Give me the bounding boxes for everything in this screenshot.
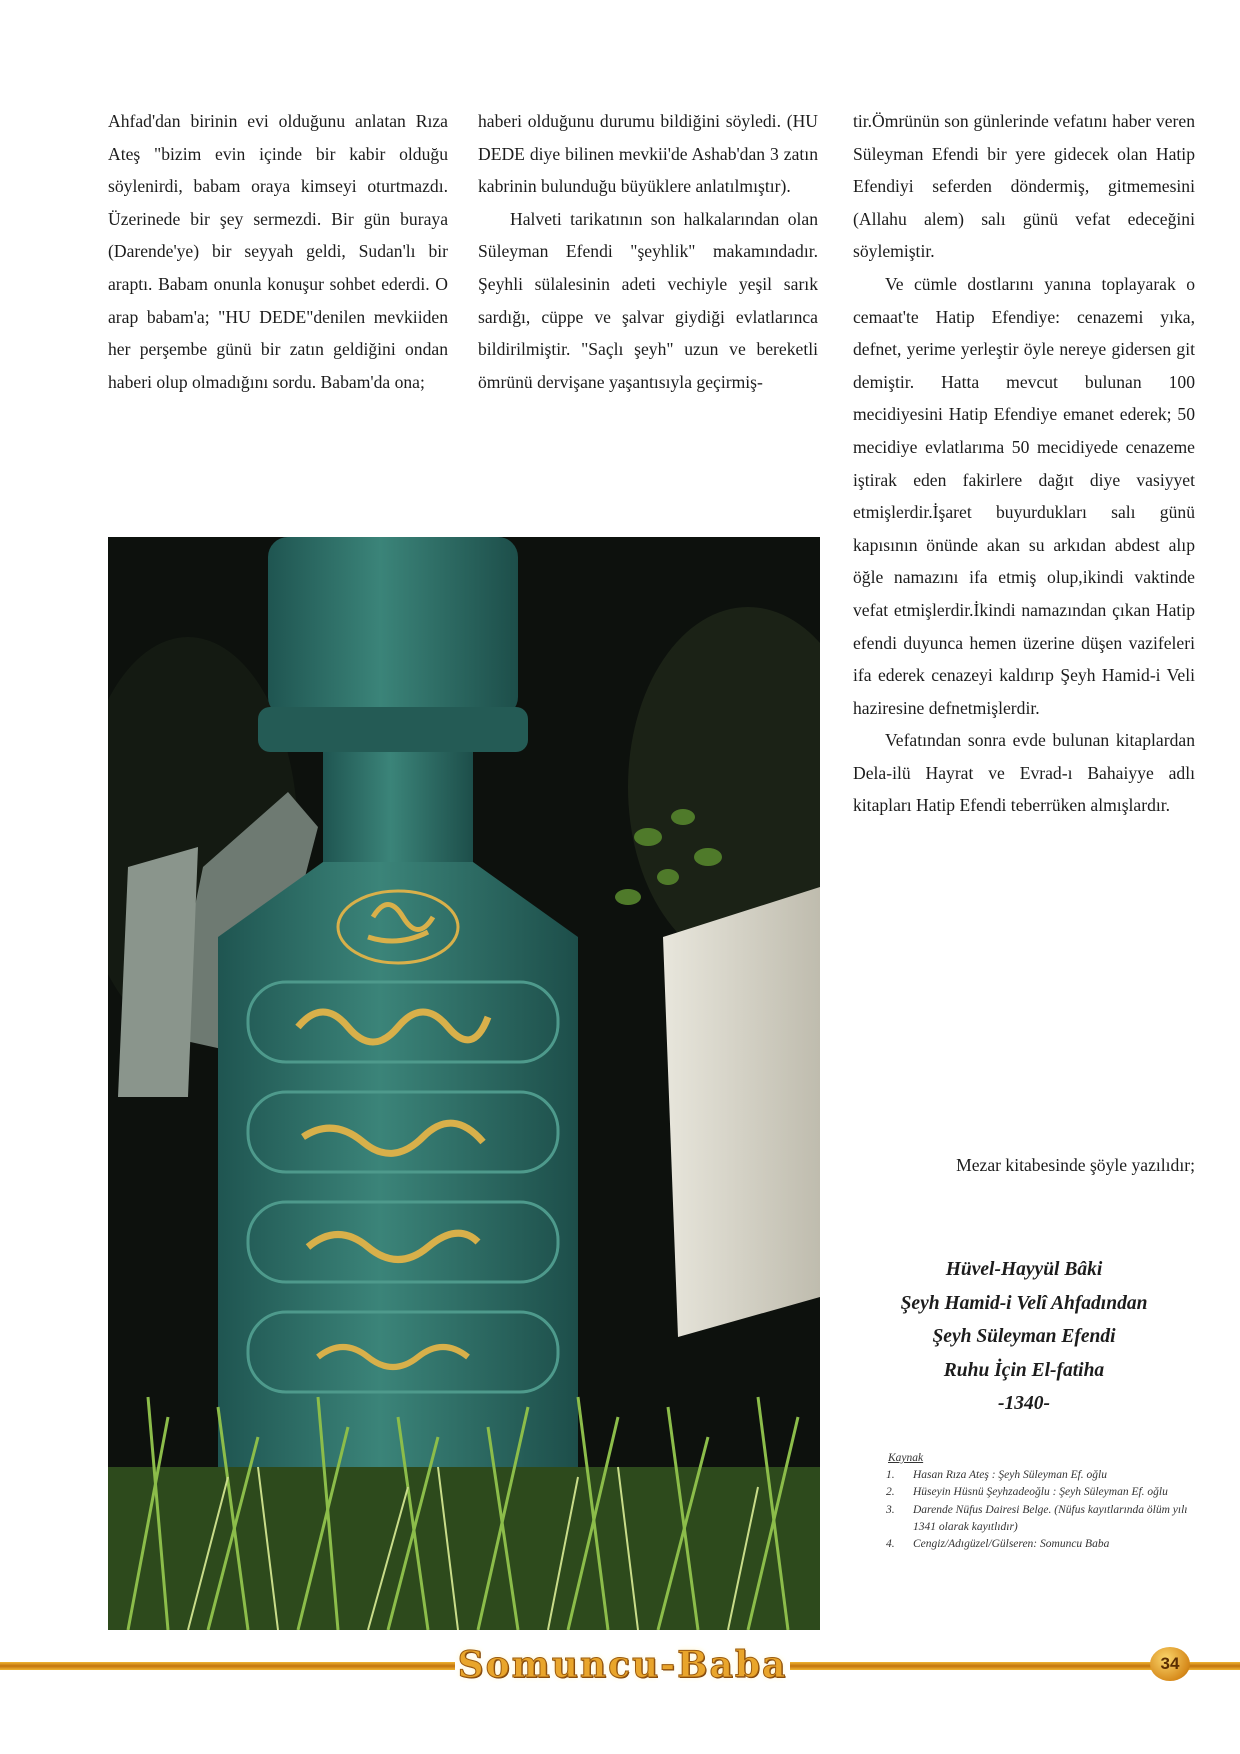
source-item — [883, 1502, 1195, 1536]
epitaph-line: Hüvel-Hayyül Bâki — [945, 1259, 1103, 1280]
source-text: Hasan Rıza Ateş : Şeyh Süleyman Ef. oğlu — [913, 1469, 1107, 1482]
tombstone-photo — [108, 537, 820, 1630]
source-number: 2. — [886, 1486, 895, 1499]
epitaph-line: Şeyh Süleyman Efendi — [932, 1326, 1116, 1347]
epitaph-intro: Mezar kitabesinde şöyle yazılıdır; — [956, 1155, 1195, 1175]
text-column-3 — [853, 105, 1195, 822]
epitaph-line: -1340- — [998, 1393, 1050, 1414]
source-number: 3. — [886, 1503, 895, 1516]
source-text: Cengiz/Adıgüzel/Gülseren: Somuncu Baba — [913, 1538, 1110, 1551]
sources-list — [883, 1467, 1195, 1553]
paragraph: haberi olduğunu durumu bildiğini söyledi. (HU DEDE diye bilinen mevkii'de Ashab'dan 3 zatın kabrinin bulunduğu büyüklere anlatılmıştır). — [478, 111, 818, 197]
sources-title: Kaynak — [888, 1452, 924, 1464]
text-column-2 — [478, 105, 818, 398]
source-text: Darende Nüfus Dairesi Belge. (Nüfus kayıtlarında ölüm yılı 1341 olarak kayıtlıdır) — [913, 1503, 1188, 1533]
paragraph: Halveti tarikatının son halkalarından olan Süleyman Efendi "şeyhlik" makamındadır. Şeyhli sülalesinin adeti vechiyle yeşil sarık sardığı, cüppe ve şalvar giydiği evlatlarınca bildirilmiştir. "Saçlı şeyh" uzun ve bereketli ömrünü dervişane yaşantısıyla geçirmiş- — [478, 208, 818, 392]
text-column-1 — [108, 105, 448, 398]
page-footer — [0, 1640, 1240, 1690]
source-number: 1. — [886, 1469, 895, 1482]
page-number: 34 — [1150, 1647, 1190, 1681]
paragraph: tir.Ömrünün son günlerinde vefatını haber veren Süleyman Efendi bir yere gidecek olan Hatip Efendiyi seferden döndermiş, gitmemesini (Allahu alem) salı günü vefat edeceğini söylemiştir. — [853, 111, 1195, 262]
paragraph: Ahfad'dan birinin evi olduğunu anlatan Rıza Ateş "bizim evin içinde bir kabir olduğu söylenirdi, babam oraya kimseyi oturtmazdı. Üzerinede bir şey sermezdi. Bir gün buraya (Darende'ye) bir seyyah geldi, Sudan'lı bir araptı. Babam onunla konuşur sohbet ederdi. O arap babam'a; "HU DEDE"denilen mevkiiden her perşembe günü bir zatın geldiğini ondan haberi olup olmadığını sordu. Babam'da ona; — [108, 111, 448, 392]
source-item — [883, 1467, 1195, 1484]
source-text: Hüseyin Hüsnü Şeyhzadeoğlu : Şeyh Süleyman Ef. oğlu — [913, 1486, 1168, 1499]
source-number: 4. — [886, 1538, 895, 1551]
epitaph-line: Ruhu İçin El-fatiha — [943, 1359, 1105, 1381]
paragraph: Vefatından sonra evde bulunan kitaplardan Dela-ilü Hayrat ve Evrad-ı Bahaiyye adlı kitapları Hatip Efendi teberrüken almışlardır. — [853, 730, 1195, 816]
epitaph-line: Şeyh Hamid-i Velî Ahfadından — [900, 1292, 1148, 1314]
paragraph: Ve cümle dostlarını yanına toplayarak o cemaat'te Hatip Efendiye: cenazemi yıka, defnet, yerime yerleştir öyle nereye gidersen git demiştir. Hatta mevcut bulunan 100 mecidiyesini Hatip Efendiye emanet ederek; 50 mecidiye evlatlarıma 50 mecidiyede cenazeme iştirak eden fakirlere dağıt diye vasiyyet etmişlerdir.İşaret buyurdukları salı günü kapısının önünde akan su arkıdan abdest alıp öğle namazını ifa etmiş olup,ikindi vaktinde vefat etmişlerdir.İkindi namazından çıkan Hatip efendi duyunca hemen üzerine düşen vazifeleri ifa ederek cenazeyi kaldırıp Şeyh Hamid-i Veli haziresine defnetmişlerdir. — [853, 273, 1195, 718]
sources — [883, 1450, 1195, 1553]
magazine-logo: Somuncu-Baba — [457, 1644, 788, 1686]
source-item — [883, 1484, 1195, 1501]
source-item — [883, 1536, 1195, 1553]
epitaph-text — [853, 1253, 1195, 1421]
footer-band-left — [0, 1662, 455, 1670]
